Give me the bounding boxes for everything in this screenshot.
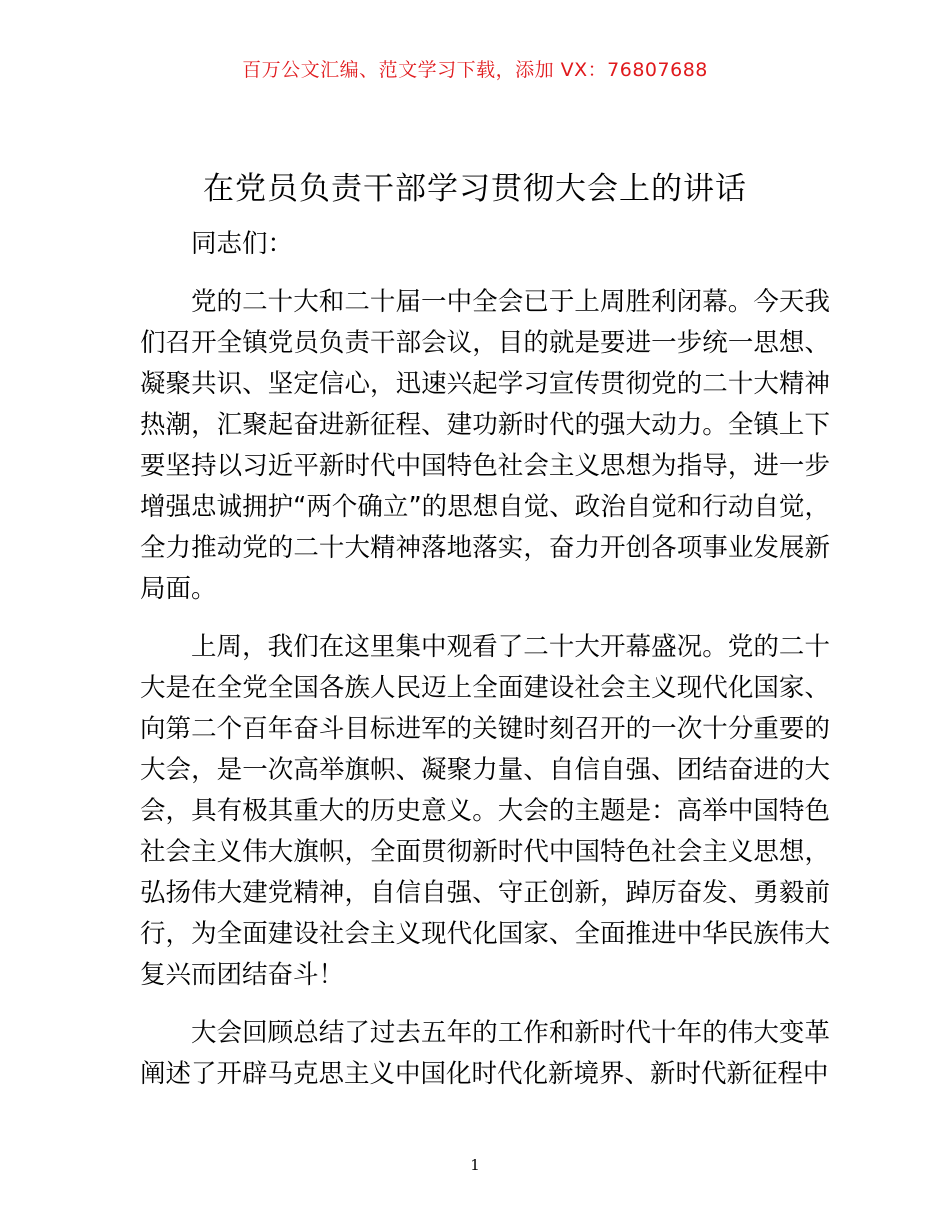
salutation: 同志们：: [191, 229, 294, 259]
paragraph: 党的二十大和二十届一中全会已于上周胜利闭幕。今天我们召开全镇党员负责干部会议，目的就是要进一步统一思想、凝聚共识、坚定信心，迅速兴起学习宣传贯彻党的二十大精神热潮，汇聚起奋进新征程、建功新时代的强大动力。全镇上下要坚持以习近平新时代中国特色社会主义思想为指导，进一步增强忠诚拥护“两个确立”的思想自觉、政治自觉和行动自觉，全力推动党的二十大精神落地落实，奋力开创各项事业发展新局面。: [140, 287, 830, 604]
paragraph: 大会回顾总结了过去五年的工作和新时代十年的伟大变革阐述了开辟马克思主义中国化时代化新境界、新时代新征程中: [140, 1018, 830, 1089]
header-banner: 百万公文汇编、范文学习下载，添加 VX：76807688: [242, 59, 708, 81]
page-number: 1: [470, 1156, 480, 1174]
document-title: 在党员负责干部学习贯彻大会上的讲话: [203, 171, 747, 207]
document-body: [140, 224, 830, 1112]
paragraph: 上周，我们在这里集中观看了二十大开幕盛况。党的二十大是在全党全国各族人民迈上全面建设社会主义现代化国家、向第二个百年奋斗目标进军的关键时刻召开的一次十分重要的大会，是一次高举旗帜、凝聚力量、自信自强、团结奋进的大会，具有极其重大的历史意义。大会的主题是：高举中国特色社会主义伟大旗帜，全面贯彻新时代中国特色社会主义思想，弘扬伟大建党精神，自信自强、守正创新，踔厉奋发、勇毅前行，为全面建设社会主义现代化国家、全面推进中华民族伟大复兴而团结奋斗！: [140, 632, 830, 990]
